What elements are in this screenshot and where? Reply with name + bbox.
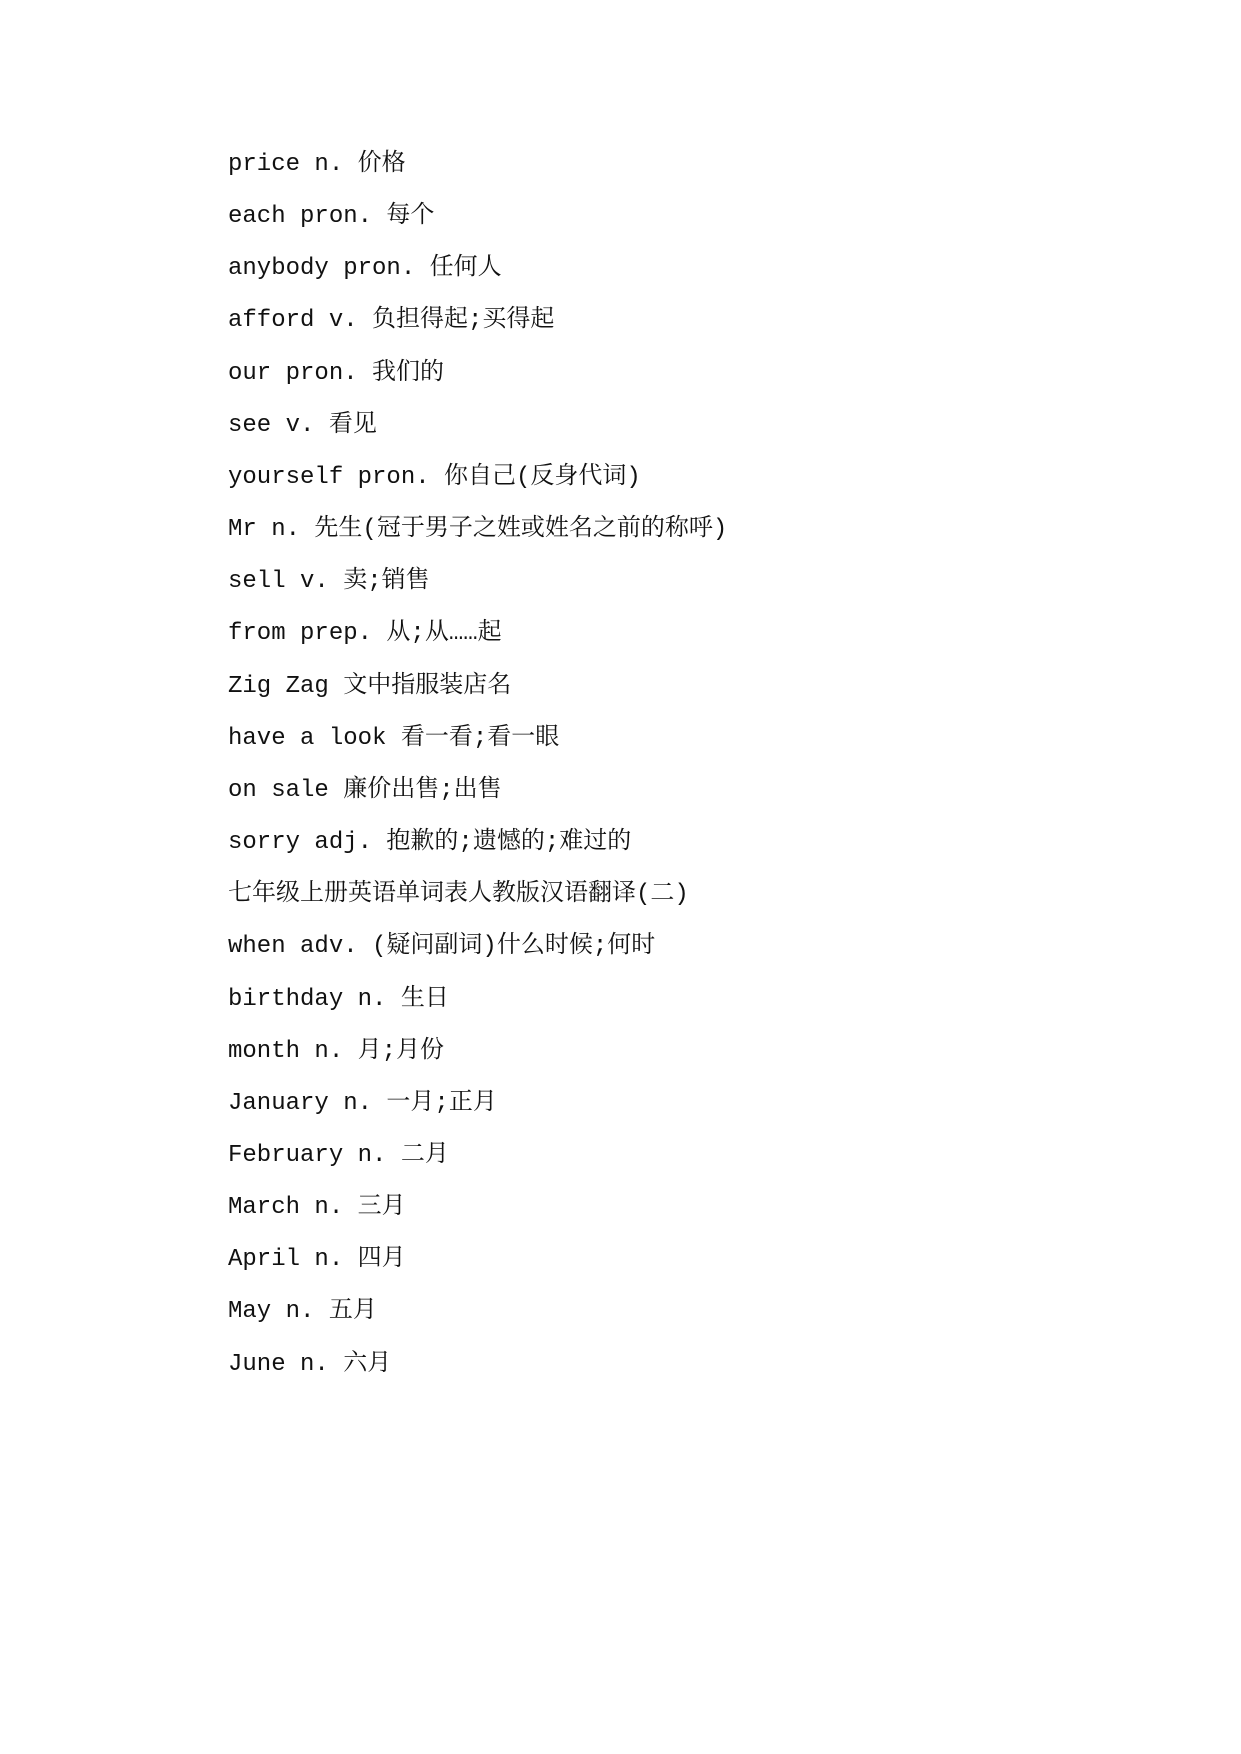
vocab-line: May n. 五月	[228, 1298, 377, 1326]
vocab-line: month n. 月;月份	[228, 1037, 445, 1065]
vocab-line: from prep. 从;从……起	[228, 620, 502, 648]
vocab-line: on sale 廉价出售;出售	[228, 776, 502, 804]
vocab-line: anybody pron. 任何人	[228, 255, 502, 283]
vocab-line: afford v. 负担得起;买得起	[228, 307, 555, 335]
vocab-line: have a look 看一看;看一眼	[228, 724, 560, 752]
vocab-line: February n. 二月	[228, 1141, 449, 1169]
vocab-line: each pron. 每个	[228, 203, 435, 231]
vocab-line: yourself pron. 你自己(反身代词)	[228, 463, 641, 491]
vocab-line: our pron. 我们的	[228, 359, 445, 387]
vocab-line: see v. 看见	[228, 411, 377, 439]
vocab-line: price n. 价格	[228, 151, 406, 178]
section-heading: 七年级上册英语单词表人教版汉语翻译(二)	[228, 881, 689, 909]
vocab-line: sell v. 卖;销售	[228, 568, 430, 596]
vocab-line: sorry adj. 抱歉的;遗憾的;难过的	[228, 829, 632, 857]
vocab-line: June n. 六月	[228, 1350, 392, 1378]
vocab-line: birthday n. 生日	[228, 985, 449, 1013]
vocabulary-list	[228, 139, 1128, 1391]
vocab-line: March n. 三月	[228, 1194, 406, 1222]
vocab-line: Zig Zag 文中指服装店名	[228, 672, 512, 700]
vocab-line: January n. 一月;正月	[228, 1089, 497, 1117]
vocab-line: April n. 四月	[228, 1246, 406, 1274]
vocab-line: when adv. (疑问副词)什么时候;何时	[228, 933, 656, 961]
vocab-line: Mr n. 先生(冠于男子之姓或姓名之前的称呼)	[228, 516, 728, 544]
